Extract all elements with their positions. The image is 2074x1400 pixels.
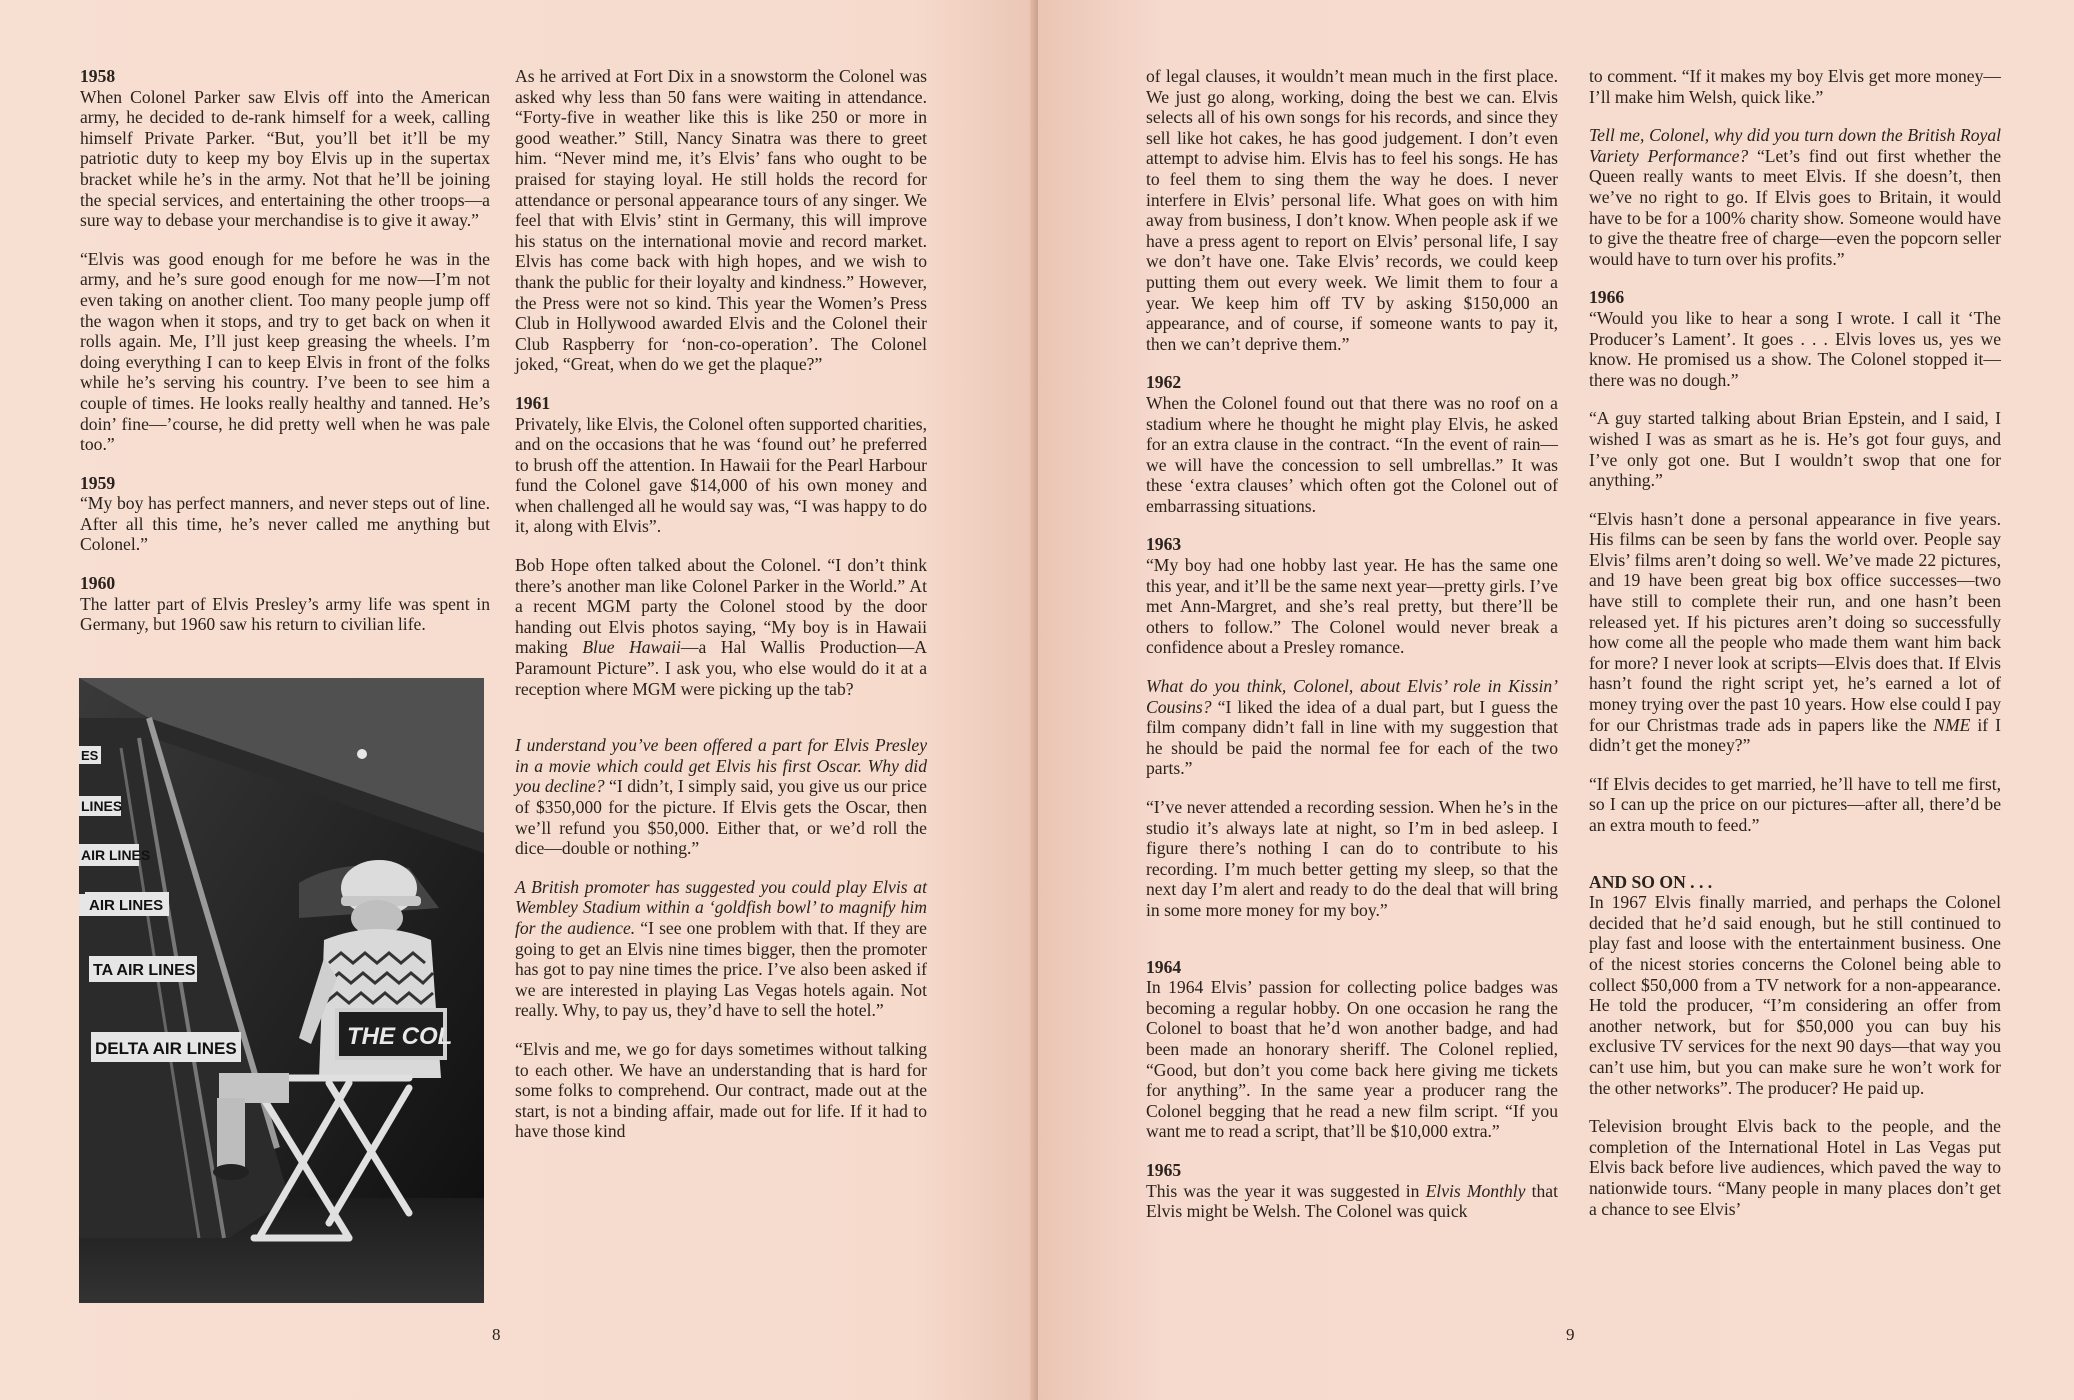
oscar-question: I understand you’ve been offered a part for Elvis Presley in a movie which could get Elvis his first Oscar. Why did you decline?	[515, 735, 927, 797]
kissin-question: What do you think, Colonel, about Elvis’ role in Kissin’ Cousins?	[1146, 676, 1558, 717]
year-heading-1965: 1965	[1146, 1159, 1182, 1180]
right-column-1	[1146, 66, 1558, 1240]
royal-variety-question: Tell me, Colonel, why did you turn down the British Royal Variety Performance?	[1589, 125, 2001, 166]
paragraph-1964: In 1964 Elvis’ passion for collecting police badges was becoming a regular hobby. On one occasion he rang the Colonel to boast that he’d won another badge, and had been made an honorary sheriff. The Colonel replied, “Good, but don’t you come back here giving me tickets for anything”. In the same year a producer rang the Colonel begging that he read a new film script. “If you want me to read a script, that’ll be $10,000 extra.”	[1146, 977, 1558, 1142]
stair-sign-3: AIR LINES	[81, 847, 151, 863]
photo-illustration	[79, 678, 484, 1303]
1965-text-a: This was the year it was suggested in	[1146, 1180, 1426, 1201]
elvis-monthly-title: Elvis Monthly	[1425, 1180, 1526, 1201]
paragraph-kissin-cousins	[1146, 676, 1558, 779]
spacer	[1589, 854, 2001, 872]
paragraph-1966: “Would you like to hear a song I wrote. I call it ‘The Producer’s Lament’. It goes . . . Elvis loves us, yes we know. He promised us a show. The Colonel stopped it—there was no dough.”	[1589, 307, 2001, 390]
wembley-answer: “I see one problem with that. If they are going to get an Elvis nine times bigger, then the promoter has got to pay nine times the price. I’ve also been asked if we are interested in playing Las Vegas hotels again. Not really. Why, to pay us, they’d have to sell the hotel.”	[515, 917, 927, 1021]
paragraph-legal-clauses: of legal clauses, it wouldn’t mean much in the first place. We just go along, working, doing the best we can. Elvis selects all of his own songs for his records, and since they sell like hot cakes, he has good judgement. I don’t even attempt to advise him. Elvis has to feel his songs. He has to feel them to sing them the way he does. I never interfere in Elvis’ personal life. What goes on with him away from business, I don’t know. When people ask if we have a press agent to report on Elvis’ personal life, I say we don’t have one. Take Elvis’ records, we could keep putting them out every week. We limit them to four a year. We keep him off TV by asking $150,000 an appearance, and of course, if someone wants to pay it, then we can’t deprive them.”	[1146, 66, 1558, 354]
photo-colonel-at-airplane-stairs	[79, 678, 484, 1303]
year-heading-1966: 1966	[1589, 287, 1625, 308]
year-heading-1960: 1960	[80, 573, 116, 594]
left-page	[0, 0, 1036, 1400]
paragraph-recording-session: “I’ve never attended a recording session. When he’s in the studio it’s always late at night, so I’m in bed asleep. I figure there’s nothing I can do to contribute to his recording. I’m much better getting my sleep, so that the next day I’m alert and ready to do the deal that will bring in some more money for my boy.”	[1146, 797, 1558, 920]
section-heading-and-so-on: AND SO ON . . .	[1589, 871, 1713, 892]
page-number-left: 8	[492, 1325, 501, 1344]
stair-sign-1: ES	[81, 748, 99, 763]
paragraph-welsh: to comment. “If it makes my boy Elvis get more money—I’ll make him Welsh, quick like.”	[1589, 66, 2001, 107]
stair-sign-4: AIR LINES	[89, 897, 164, 914]
oscar-answer: “I didn’t, I simply said, you give us our price of $350,000 for the picture. If Elvis gets the Oscar, then we’ll refund you $50,000. Either that, or we’d roll the dice—double or nothing.”	[515, 776, 927, 859]
year-heading-1959: 1959	[80, 472, 116, 493]
year-heading-1964: 1964	[1146, 956, 1182, 977]
year-heading-1961: 1961	[515, 392, 551, 413]
paragraph-television: Television brought Elvis back to the people, and the completion of the International Hotel in Las Vegas put Elvis back before live audiences, which paved the way to nationwide tours. “Many people in many places don’t get a chance to see Elvis’	[1589, 1116, 2001, 1219]
paragraph-and-so-on: In 1967 Elvis finally married, and perhaps the Colonel decided that he’d said enough, but he still continued to play fast and loose with the entertainment business. One of the nicest stories concerns the Colonel being able to collect $50,000 from a TV network for a non-appearance. He told the producer, “I’m considering an offer from another network, but for $50,000 you can buy his exclusive TV services for the next 90 days—that way you can’t use him, but you can make sure he won’t work for the other networks”. The producer? He paid up.	[1589, 892, 2001, 1098]
year-heading-1962: 1962	[1146, 372, 1182, 393]
nme-title: NME	[1933, 714, 1971, 735]
1965-text-b: that Elvis might be Welsh. The Colonel was quick	[1146, 1180, 1558, 1222]
films-text-a: “Elvis hasn’t done a personal appearance in five years. His films can be seen by fans the world over. People say Elvis’ films aren’t doing so well. We’ve made 22 pictures, and 19 have been great big box office successes—two have still to complete their run, and one hasn’t been released yet. If his pictures aren’t doing so successfully how come all the people who made them want him back for more? I never look at scripts—Elvis does that. If Elvis hasn’t found the right script yet, he’s earned a lot of money trying over the past 10 years. How else could I pay for our Christmas trade ads in papers like the	[1589, 508, 2001, 735]
paragraph-wembley	[515, 877, 927, 1021]
left-column-2	[515, 66, 927, 1160]
left-column-1	[80, 66, 490, 653]
year-heading-1958: 1958	[80, 66, 116, 86]
year-heading-1963: 1963	[1146, 534, 1182, 555]
bob-hope-text-a: Bob Hope often talked about the Colonel. “I don’t think there’s another man like Colonel Parker in the World.” At a recent MGM party the Colonel stood by the door handing out Elvis photos saying, “My boy is in Hawaii making	[515, 555, 927, 658]
paragraph-royal-variety	[1589, 125, 2001, 269]
right-column-2	[1589, 66, 2001, 1237]
stair-sign-6: DELTA AIR LINES	[95, 1039, 237, 1058]
page-number-right: 9	[1566, 1325, 1575, 1344]
paragraph-films	[1589, 509, 2001, 756]
films-text-b: if I didn’t get the money?”	[1589, 714, 2001, 756]
paragraph-1963: “My boy had one hobby last year. He has the same one this year, and it’ll be the same next year—pretty girls. I’ve met Ann-Margret, and she’s real pretty, but there’ll be others to follow.” The Colonel would never break a confidence about a Presley romance.	[1146, 555, 1558, 658]
paragraph-bob-hope	[515, 555, 927, 699]
spacer	[1146, 939, 1558, 957]
paragraph-1960: The latter part of Elvis Presley’s army life was spent in Germany, but 1960 saw his return to civilian life.	[80, 593, 490, 635]
paragraph-1958-a: When Colonel Parker saw Elvis off into the American army, he decided to de-rank himself for a week, calling himself Private Parker. “But, you’ll bet it’ll be my patriotic duty to keep my boy Elvis up in the supertax bracket while he’s in the army. Not that he’ll be joining the special services, and entertaining the other troops—a sure way to debase your merchandise is to give it away.”	[80, 86, 490, 231]
chair-back-text: THE COL	[347, 1023, 453, 1050]
paragraph-1958-b: “Elvis was good enough for me before he was in the army, and he’s sure good enough for me now—I’m not even taking on another client. Too many people jump off the wagon when it stops, and try to get back on when it rolls again. Me, I’ll just keep greasing the wheels. I’m doing everything I can to keep Elvis in front of the folks while he’s serving his country. I’ve been to see him a couple of times. He looks really healthy and tanned. He’s doin’ fine—’course, he did pretty well when he was pale too.”	[80, 248, 490, 455]
wembley-question: A British promoter has suggested you could play Elvis at Wembley Stadium within a ‘goldfish bowl’ to magnify him for the audience.	[515, 876, 927, 938]
paragraph-1959: “My boy has perfect manners, and never steps out of line. After all this time, he’s never called me anything but Colonel.”	[80, 493, 490, 555]
paragraph-1965	[1146, 1181, 1558, 1222]
royal-variety-answer: “Let’s find out first whether the Queen really wants to meet Elvis. If she doesn’t, then we’ve no right to go. If Elvis goes to Britain, it would have to be for a 100% charity show. Someone would have to give the theatre free of charge—even the popcorn seller would have to turn over his profits.”	[1589, 145, 2001, 269]
paragraph-oscar	[515, 735, 927, 859]
paragraph-1962: When the Colonel found out that there was no roof on a stadium where he thought he might play Elvis, he asked for an extra clause in the contract. “In the event of rain—we will have the concession to sell umbrellas.” It was these ‘extra clauses’ which often got the Colonel out of embarrassing situations.	[1146, 392, 1558, 516]
paragraph-brian-epstein: “A guy started talking about Brian Epstein, and I said, I wished I was as smart as he is. He’s got four guys, and I’ve only got one. But I wouldn’t swop that one for anything.”	[1589, 408, 2001, 491]
stair-sign-5: TA AIR LINES	[93, 962, 196, 979]
spacer	[515, 717, 927, 735]
paragraph-1961: Privately, like Elvis, the Colonel often supported charities, and on the occasions that he was ‘found out’ he preferred to brush off the attention. In Hawaii for the Pearl Harbour fund the Colonel gave $14,000 of his own money and when challenged all he would say was, “I was happy to do it, along with Elvis”.	[515, 413, 927, 537]
paragraph-fort-dix: As he arrived at Fort Dix in a snowstorm the Colonel was asked why less than 50 fans were waiting in attendance. “Forty-five in weather like this is like 250 or more in good weather.” Still, Nancy Sinatra was there to greet him. “Never mind me, it’s Elvis’ fans who ought to be praised for staying loyal. He still holds the record for attendance or personal appearance tours of any singer. We feel that with Elvis’ stint in Germany, this will improve his status on the international movie and record market. Elvis has come back with high hopes, and we wish to thank the public for their loyalty and kindness.” However, the Press were not so kind. This year the Women’s Press Club in Hollywood awarded Elvis and the Colonel their Club Raspberry for ‘non-co-operation’. The Colonel joked, “Great, when do we get the plaque?”	[515, 66, 927, 375]
paragraph-married: “If Elvis decides to get married, he’ll have to tell me first, so I can up the price on our pictures—after all, there’d be an extra mouth to feed.”	[1589, 773, 2001, 835]
right-page	[1038, 0, 2074, 1400]
kissin-answer: “I liked the idea of a dual part, but I guess the film company didn’t fall in line with my suggestion that he should be paid the normal fee for each of the two parts.”	[1146, 696, 1558, 779]
blue-hawaii-title: Blue Hawaii	[582, 637, 681, 658]
paragraph-days-without-talking: “Elvis and me, we go for days sometimes without talking to each other. We have an understanding that is hard for some folks to comprehend. Our contract, made out at the start, is not a binding affair, made out for life. If it had to have those kind	[515, 1038, 927, 1142]
bob-hope-text-b: —a Hal Wallis Production—A Paramount Picture”. I ask you, who else would do it at a reception where MGM were picking up the tab?	[515, 637, 928, 699]
stair-sign-2: LINES	[81, 798, 123, 814]
